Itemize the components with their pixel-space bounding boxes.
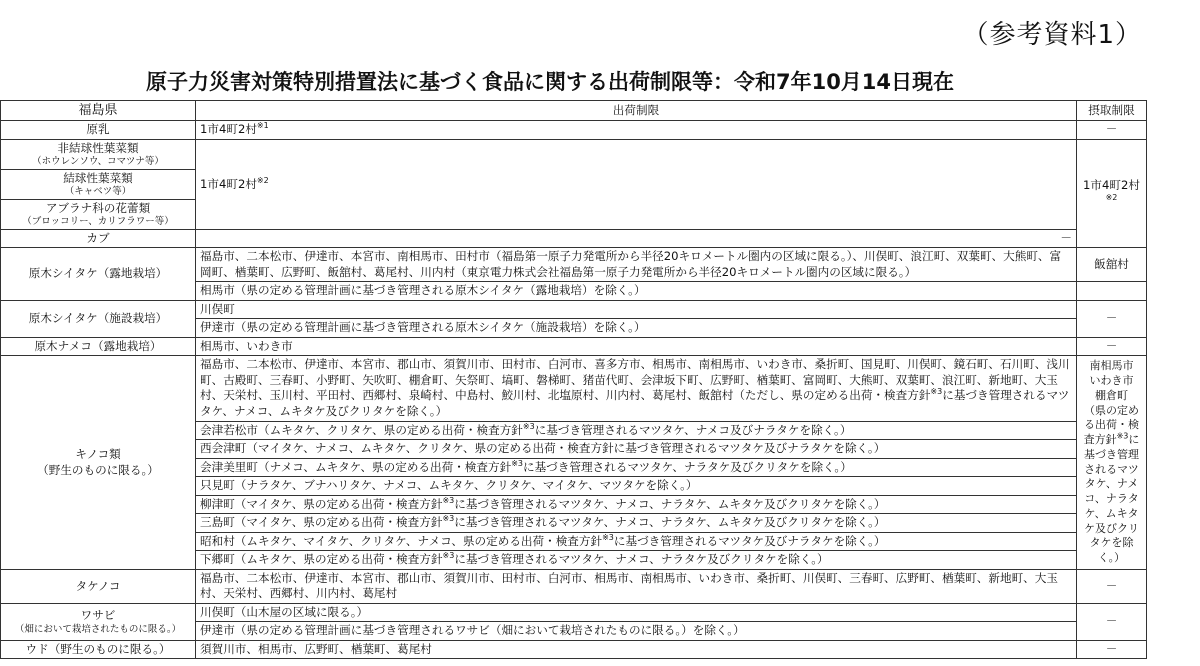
item-name: タケノコ xyxy=(1,569,196,603)
restriction-cell: 相馬市（県の定める管理計画に基づき管理される原木シイタケ（露地栽培）を除く。） xyxy=(196,282,1077,301)
item-name: 非結球性葉菜類 （ホウレンソウ、コマツナ等） xyxy=(1,139,196,169)
restriction-cell: 三島町（マイタケ、県の定める出荷・検査方針$^{※3}$に基づき管理されるマツタケ、ナメコ、ナラタケ、ムキタケ及びクリタケを除く。） xyxy=(196,514,1077,533)
footnote-mark: ※2 xyxy=(1105,192,1118,202)
restriction-cell: 会津若松市（ムキタケ、クリタケ、県の定める出荷・検査方針$^{※3}$に基づき管理されるマツタケ、ナメコ及びナラタケを除く。） xyxy=(196,421,1077,440)
table-row xyxy=(1,603,1147,622)
intake-cell xyxy=(1077,282,1147,301)
item-name: 原木シイタケ（露地栽培） xyxy=(1,248,196,301)
restriction-cell: 1市4町2村$^{※1}$ xyxy=(196,121,1077,140)
intake-cell: － xyxy=(1077,603,1147,640)
intake-restriction-header: 摂取制限 xyxy=(1077,101,1147,121)
item-name: アブラナ科の花蕾類 （ブロッコリー、カリフラワー等） xyxy=(1,199,196,229)
restriction-cell: 1市4町2村$^{※2}$ xyxy=(196,139,1077,229)
restriction-cell: 川俣町（山木屋の区域に限る。） xyxy=(196,603,1077,622)
table-row xyxy=(1,248,1147,282)
restriction-cell: 伊達市（県の定める管理計画に基づき管理されるワサビ（畑において栽培されたものに限る。）を除く。） xyxy=(196,622,1077,641)
table-row xyxy=(1,139,1147,169)
intake-cell: － xyxy=(1077,640,1147,659)
shipping-restriction-table xyxy=(0,100,1147,659)
intake-cell: － xyxy=(1077,569,1147,603)
restriction-cell: 福島市、二本松市、伊達市、本宮市、郡山市、須賀川市、田村市、白河市、喜多方市、相馬市、南相馬市、いわき市、桑折町、国見町、川俣町、鏡石町、石川町、浅川町、古殿町、三春町、小野町、矢吹町、棚倉町、矢祭町、塙町、磐梯町、猪苗代町、会津坂下町、広野町、楢葉町、富岡町、大熊町、双葉町、浪江町、新地町、大玉村、天栄村、玉川村、平田村、西郷村、泉崎村、中島村、鮫川村、北塩原村、川内村、葛尾村、飯舘村（ただし、県の定める出荷・検査方針$^{※3}$に基づき管理されるマツタケ、ナメコ、ムキタケ及びクリタケを除く。） xyxy=(196,356,1077,421)
item-name: 結球性葉菜類 （キャベツ等） xyxy=(1,169,196,199)
footnote-mark: ※1 xyxy=(256,121,269,131)
intake-cell: 南相馬市 いわき市 棚倉町 （県の定める出荷・検査方針$^{※3}$に基づき管理されるマツタケ、ナメコ、ナラタケ、ムキタケ及びクリタケを除く。） xyxy=(1077,356,1147,569)
table-row xyxy=(1,337,1147,356)
restriction-cell: － xyxy=(196,229,1077,248)
table-header-row xyxy=(1,101,1147,121)
table-row xyxy=(1,356,1147,421)
table-row xyxy=(1,121,1147,140)
page-title: 原子力災害対策特別措置法に基づく食品に関する出荷制限等：令和7年10月14日現在 xyxy=(145,70,955,94)
table-row xyxy=(1,569,1147,603)
table-row xyxy=(1,229,1147,248)
intake-cell: － xyxy=(1077,300,1147,337)
restriction-cell: 下郷町（ムキタケ、県の定める出荷・検査方針$^{※3}$に基づき管理されるマツタケ、ナメコ、ナラタケ及びクリタケを除く。） xyxy=(196,551,1077,570)
footnote-mark: ※2 xyxy=(256,175,269,185)
item-name: 原木シイタケ（施設栽培） xyxy=(1,300,196,337)
intake-cell: － xyxy=(1077,121,1147,140)
restriction-cell: 只見町（ナラタケ、ブナハリタケ、ナメコ、ムキタケ、クリタケ、マイタケ、マツタケを除く。） xyxy=(196,477,1077,496)
intake-cell: 1市4町2村$^{※2}$ xyxy=(1077,139,1147,247)
item-name: ワサビ （畑において栽培されたものに限る。） xyxy=(1,603,196,640)
item-name: ウド（野生のものに限る。） xyxy=(1,640,196,659)
intake-cell: － xyxy=(1077,337,1147,356)
reference-label: （参考資料1） xyxy=(962,20,1142,50)
prefecture-header: 福島県 xyxy=(1,101,196,121)
restriction-cell: 須賀川市、相馬市、広野町、楢葉町、葛尾村 xyxy=(196,640,1077,659)
restriction-cell: 川俣町 xyxy=(196,300,1077,319)
restriction-cell: 相馬市、いわき市 xyxy=(196,337,1077,356)
restriction-cell: 柳津町（マイタケ、県の定める出荷・検査方針$^{※3}$に基づき管理されるマツタケ、ナメコ、ナラタケ、ムキタケ及びクリタケを除く。） xyxy=(196,495,1077,514)
restriction-cell: 福島市、二本松市、伊達市、本宮市、南相馬市、田村市（福島第一原子力発電所から半径20キロメートル圏内の区域に限る。）、川俣町、浪江町、双葉町、大熊町、富岡町、楢葉町、広野町、飯舘村、葛尾村、川内村（東京電力株式会社福島第一原子力発電所から半径20キロメートル圏内の区域に限る。） xyxy=(196,248,1077,282)
restriction-cell: 福島市、二本松市、伊達市、本宮市、郡山市、須賀川市、田村市、白河市、相馬市、南相馬市、いわき市、桑折町、川俣町、三春町、広野町、楢葉町、新地町、大玉村、天栄村、西郷村、川内村、葛尾村 xyxy=(196,569,1077,603)
table-row xyxy=(1,300,1147,319)
shipping-restriction-header: 出荷制限 xyxy=(196,101,1077,121)
item-name: カブ xyxy=(1,229,196,248)
item-name: キノコ類 （野生のものに限る。） xyxy=(1,356,196,569)
item-name: 原木ナメコ（露地栽培） xyxy=(1,337,196,356)
restriction-cell: 会津美里町（ナメコ、ムキタケ、県の定める出荷・検査方針$^{※3}$に基づき管理されるマツタケ、ナラタケ及びクリタケを除く。） xyxy=(196,458,1077,477)
intake-cell: 飯舘村 xyxy=(1077,248,1147,282)
restriction-cell: 昭和村（ムキタケ、マイタケ、クリタケ、ナメコ、県の定める出荷・検査方針$^{※3}$に基づき管理されるマツタケ及びナラタケを除く。） xyxy=(196,532,1077,551)
restriction-cell: 伊達市（県の定める管理計画に基づき管理される原木シイタケ（施設栽培）を除く。） xyxy=(196,319,1077,338)
item-name: 原乳 xyxy=(1,121,196,140)
restriction-cell: 西会津町（マイタケ、ナメコ、ムキタケ、クリタケ、県の定める出荷・検査方針に基づき管理されるマツタケ及びナラタケを除く。） xyxy=(196,440,1077,459)
table-row xyxy=(1,640,1147,659)
